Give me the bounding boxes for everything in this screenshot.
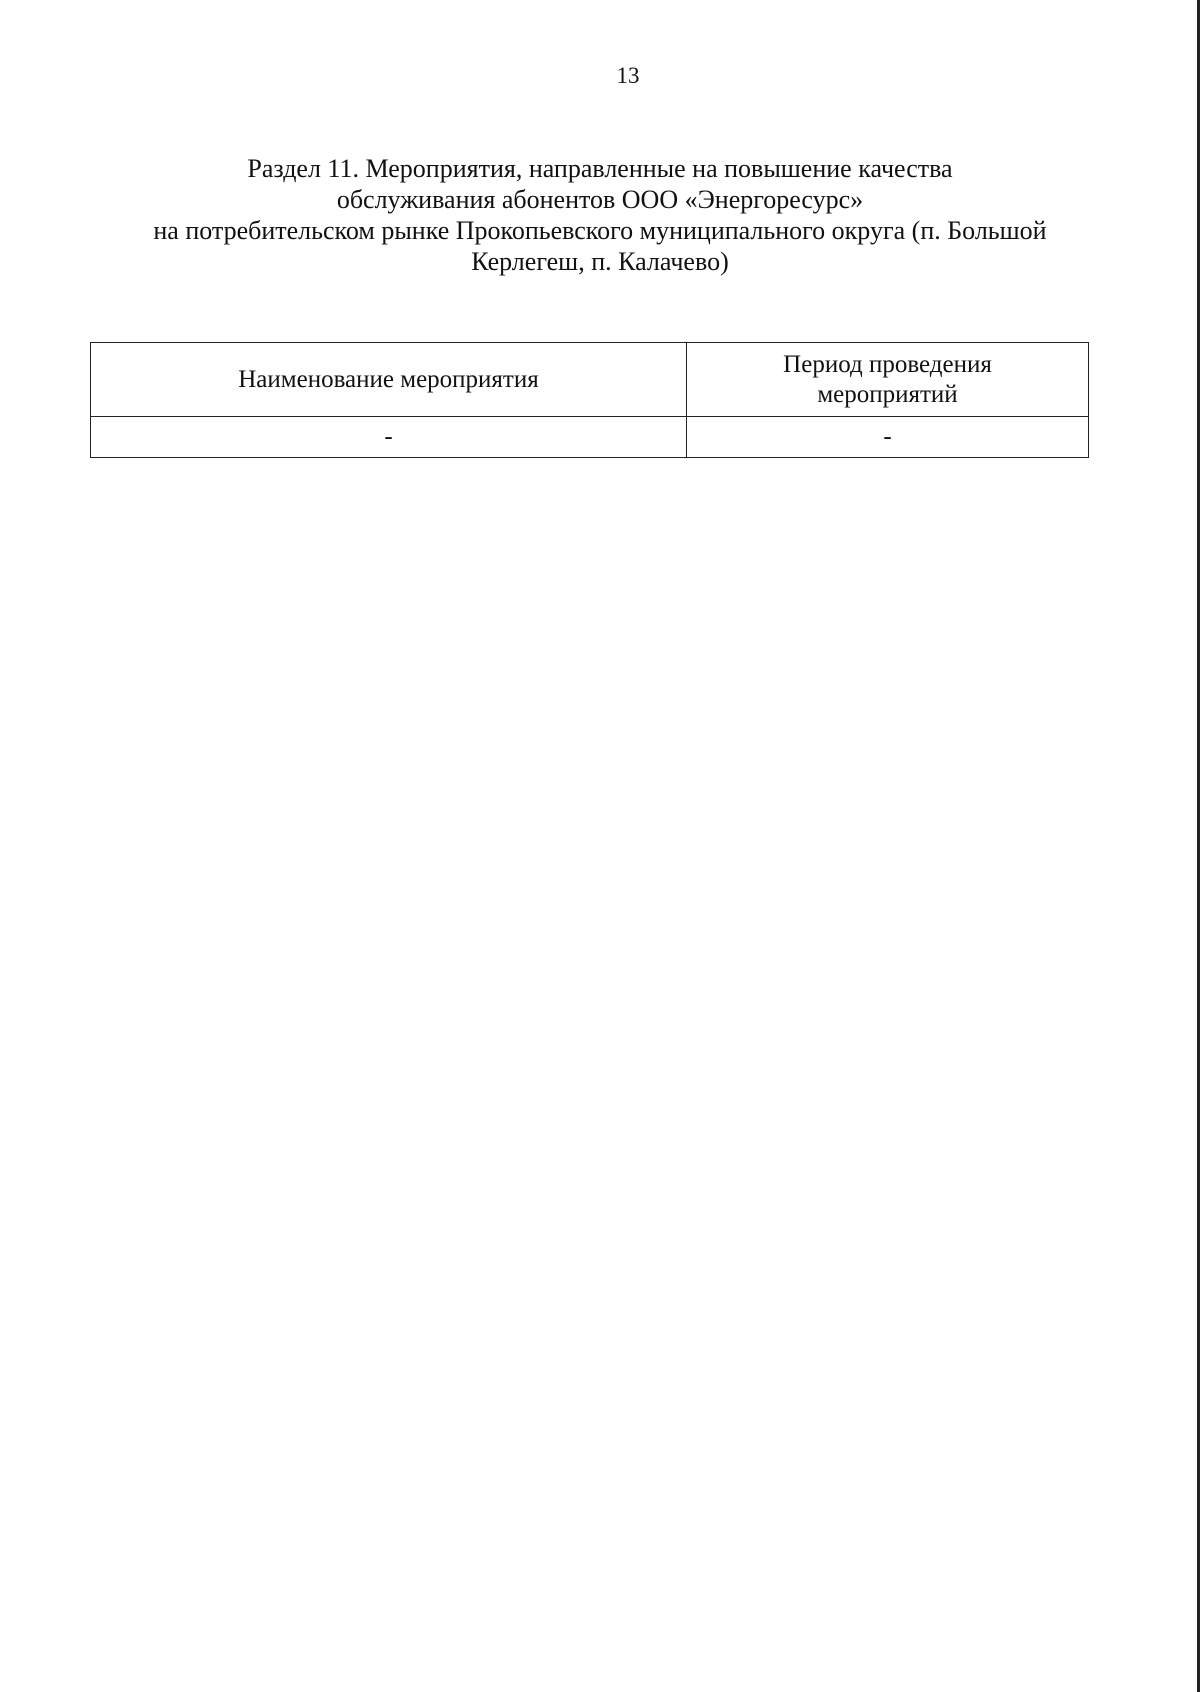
events-table — [90, 342, 1089, 458]
heading-line: Раздел 11. Мероприятия, направленные на повышение качества — [247, 154, 953, 183]
table-cell-event-name: - — [91, 417, 687, 458]
column-header-label: Период проведения мероприятий — [783, 350, 992, 408]
table-cell-event-period: - — [687, 417, 1089, 458]
page-number: 13 — [616, 63, 640, 88]
section-heading — [90, 153, 1110, 277]
table-header-row — [91, 343, 1089, 417]
heading-line: на потребительском рынке Прокопьевского муниципального округа (п. Большой — [153, 216, 1047, 245]
column-header-event-period — [687, 343, 1089, 417]
table-row — [91, 417, 1089, 458]
heading-line: обслуживания абонентов ООО «Энергоресурс» — [336, 185, 864, 214]
heading-line: Керлегеш, п. Калачево) — [471, 247, 729, 276]
column-header-label: Наименование мероприятия — [238, 365, 539, 393]
column-header-event-name — [91, 343, 687, 417]
